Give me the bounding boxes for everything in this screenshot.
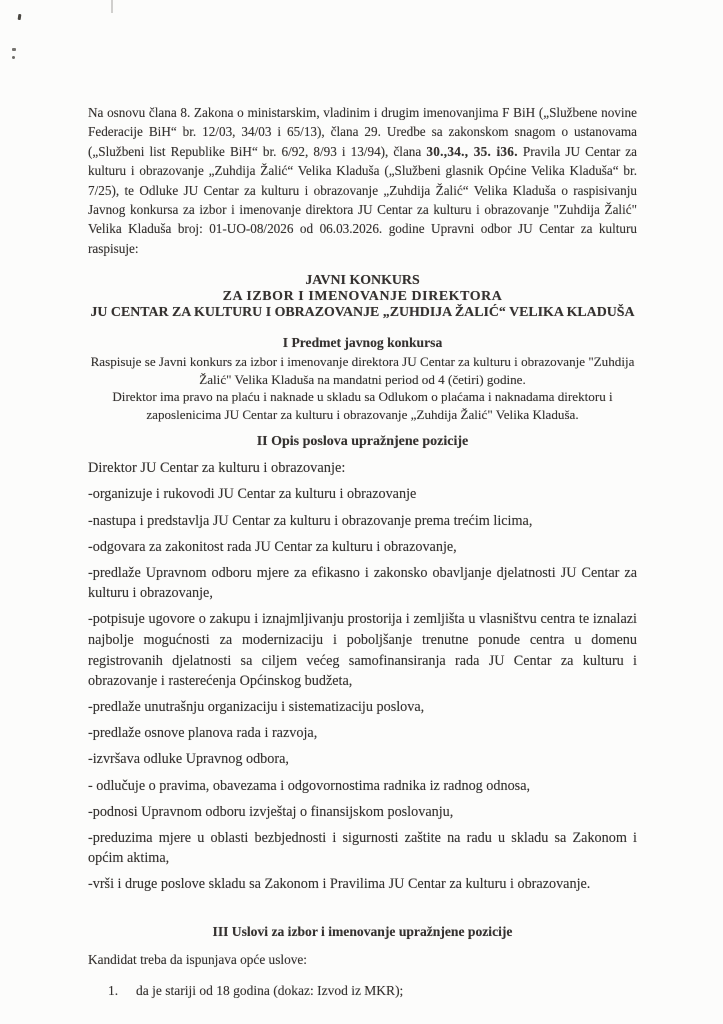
duty-list-item: -odgovara za zakonitost rada JU Centar za kulturu i obrazovanje, [88, 538, 457, 555]
section-3-lead: Kandidat treba da ispunjava opće uslove: [88, 952, 307, 968]
section-1-body [88, 353, 637, 423]
scan-artifact [111, 0, 113, 13]
duty-list-item: -nastupa i predstavlja JU Centar za kulturu i obrazovanje prema trećim licima, [88, 512, 533, 529]
scan-artifact [12, 56, 15, 59]
section-2-heading: II Opis poslova upražnjene pozicije [256, 434, 469, 450]
section-1-heading: I Predmet javnog konkursa [282, 334, 443, 350]
section-1-paragraph: Raspisuje se Javni konkurs za izbor i imenovanje direktora JU Centar za kulturu i obrazovanje "Zuhdija Žalić" Velika Kladuša na mandatni period od 4 (četiri) godine. [90, 353, 635, 387]
duty-list-item: -vrši i druge poslove skladu sa Zakonom i Pravilima JU Centar za kulturu i obrazovanje. [88, 876, 591, 893]
section-2-lead: Direktor JU Centar za kulturu i obrazovanje: [88, 460, 346, 477]
condition-item-text: da je stariji od 18 godina (dokaz: Izvod iz MKR); [136, 983, 404, 999]
condition-item-number: 1. [108, 983, 119, 999]
duty-list-item: -potpisuje ugovore o zakupu i iznajmljivanju prostorija i zemljišta u vlasništvu centra te iznalazi najbolje mogućnosti za modernizaciju i poboljšanje trenutne ponude centra u domenu registrovanih djelatnosti sa ciljem većeg samofinansiranja rada JU Centar za kulturu i obrazovanje i rasterećenja Općinskog budžeta, [88, 611, 637, 690]
document-title [88, 273, 637, 321]
duty-list-item: -preduzima mjere u oblasti bezbjednosti i sigurnosti zaštite na radu u skladu sa Zakonom i općim aktima, [88, 829, 637, 867]
intro-text-part2: Pravila JU Centar za kulturu i obrazovanje „Zuhdija Žalić“ Velika Kladuša („Službeni glasnik Općine Velika Kladuša“ br. 7/25), te Odluke JU Centar za kulturu i obrazovanje „Zuhdija Žalić“ Velika Kladuša o raspisivanju Javnog konkursa za izbor i imenovanje direktora JU Centar za kulturu i obrazovanje "Zuhdija Žalić" Velika Kladuša broj: 01-UO-08/2026 od 06.03.2026. godine Upravni odbor JU Centar za kulturu raspisuje: [88, 143, 638, 256]
scan-artifact [12, 48, 16, 51]
intro-text-part1: Na osnovu člana 8. Zakona o ministarskim, vladinim i drugim imenovanjima F BiH („Službene novine Federacije BiH“ br. 12/03, 34/03 i 65/13), člana 29. Uredbe sa zakonskom snagom o ustanovama („Službeni list Republike BiH“ br. 6/92, 8/93 i 13/94), člana [88, 105, 637, 159]
condition-list-item [88, 982, 637, 1000]
duty-list-item: -predlaže Upravnom odboru mjere za efikasno i zakonsko obavljanje djelatnosti JU Centar za kulturu i obrazovanje, [88, 564, 637, 602]
intro-paragraph [88, 103, 637, 258]
section-3-heading: III Uslovi za izbor i imenovanje upražnjene pozicije [212, 924, 513, 940]
document-content [88, 103, 637, 1000]
duty-list-item: -organizuje i rukovodi JU Centar za kulturu i obrazovanje [88, 486, 417, 503]
title-line-3: JU CENTAR ZA KULTURU I OBRAZOVANJE „ZUHDIJA ŽALIĆ“ VELIKA KLADUŠA [90, 305, 635, 321]
section-1-paragraph: Direktor ima pravo na plaću i naknade u skladu sa Odlukom o plaćama i naknadama direktoru i zaposlenicima JU Centar za kulturu i obrazovanje „Zuhdija Žalić" Velika Kladuša. [112, 389, 613, 422]
duty-list-item: - odlučuje o pravima, obavezama i odgovornostima radnika iz radnog odnosa, [88, 777, 531, 794]
duty-list-item: -podnosi Upravnom odboru izvještaj o finansijskom poslovanju, [88, 803, 454, 820]
intro-text-bold: 30.,34., 35. i36. [426, 143, 518, 159]
title-line-1: JAVNI KONKURS [305, 273, 420, 289]
duty-list-item: -predlaže osnove planova rada i razvoja, [88, 725, 318, 742]
title-line-2: ZA IZBOR I IMENOVANJE DIREKTORA [222, 289, 503, 305]
duty-list-item: -predlaže unutrašnju organizaciju i sistematizaciju poslova, [88, 699, 425, 716]
scan-artifact [18, 14, 22, 20]
duty-list-item: -izvršava odluke Upravnog odbora, [88, 751, 289, 768]
